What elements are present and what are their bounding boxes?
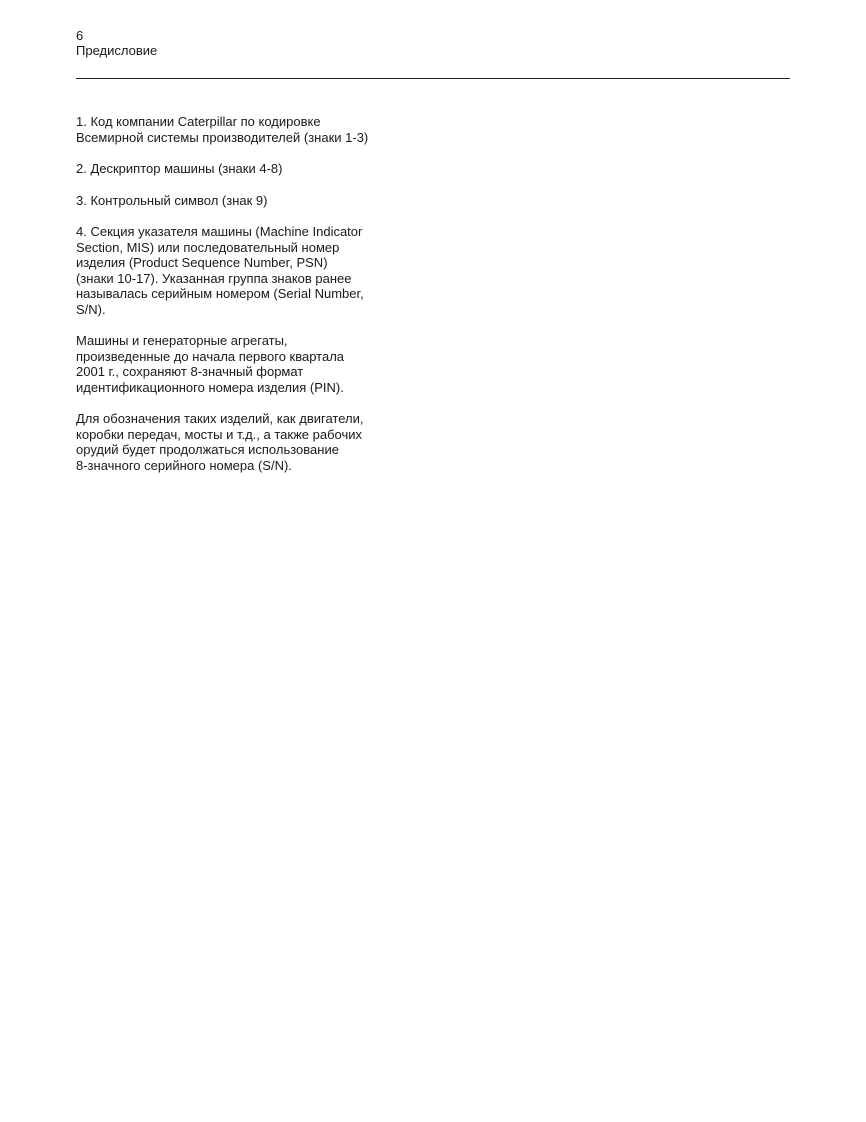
header-divider	[76, 78, 790, 79]
paragraph-check-character: 3. Контрольный символ (знак 9)	[76, 192, 268, 208]
body-text	[76, 114, 416, 489]
paragraph-machine-descriptor: 2. Дескриптор машины (знаки 4-8)	[76, 161, 283, 176]
paragraph-machine-indicator: 4. Секция указателя машины (Machine Indicator Section, MIS) или последовательный номер изделия (Product Sequence Number, PSN) (знаки 10-17). Указанная группа знаков ранее называлась серийным номером (Serial Number, S/N).	[76, 224, 364, 317]
page-number: 6	[76, 28, 84, 43]
section-title: Предисловие	[76, 43, 158, 58]
paragraph-pin-format: Машины и генераторные агрегаты, произведенные до начала первого квартала 2001 г., сохраняют 8-значный формат идентификационного номера изделия (PIN).	[76, 333, 345, 395]
page-header	[76, 28, 790, 58]
paragraph-serial-number: Для обозначения таких изделий, как двигатели, коробки передач, мосты и т.д., а также рабочих орудий будет продолжаться использование 8-значного серийного номера (S/N).	[76, 411, 364, 473]
paragraph-manufacturer-code: 1. Код компании Caterpillar по кодировке Всемирной системы производителей (знаки 1-3)	[76, 114, 369, 145]
